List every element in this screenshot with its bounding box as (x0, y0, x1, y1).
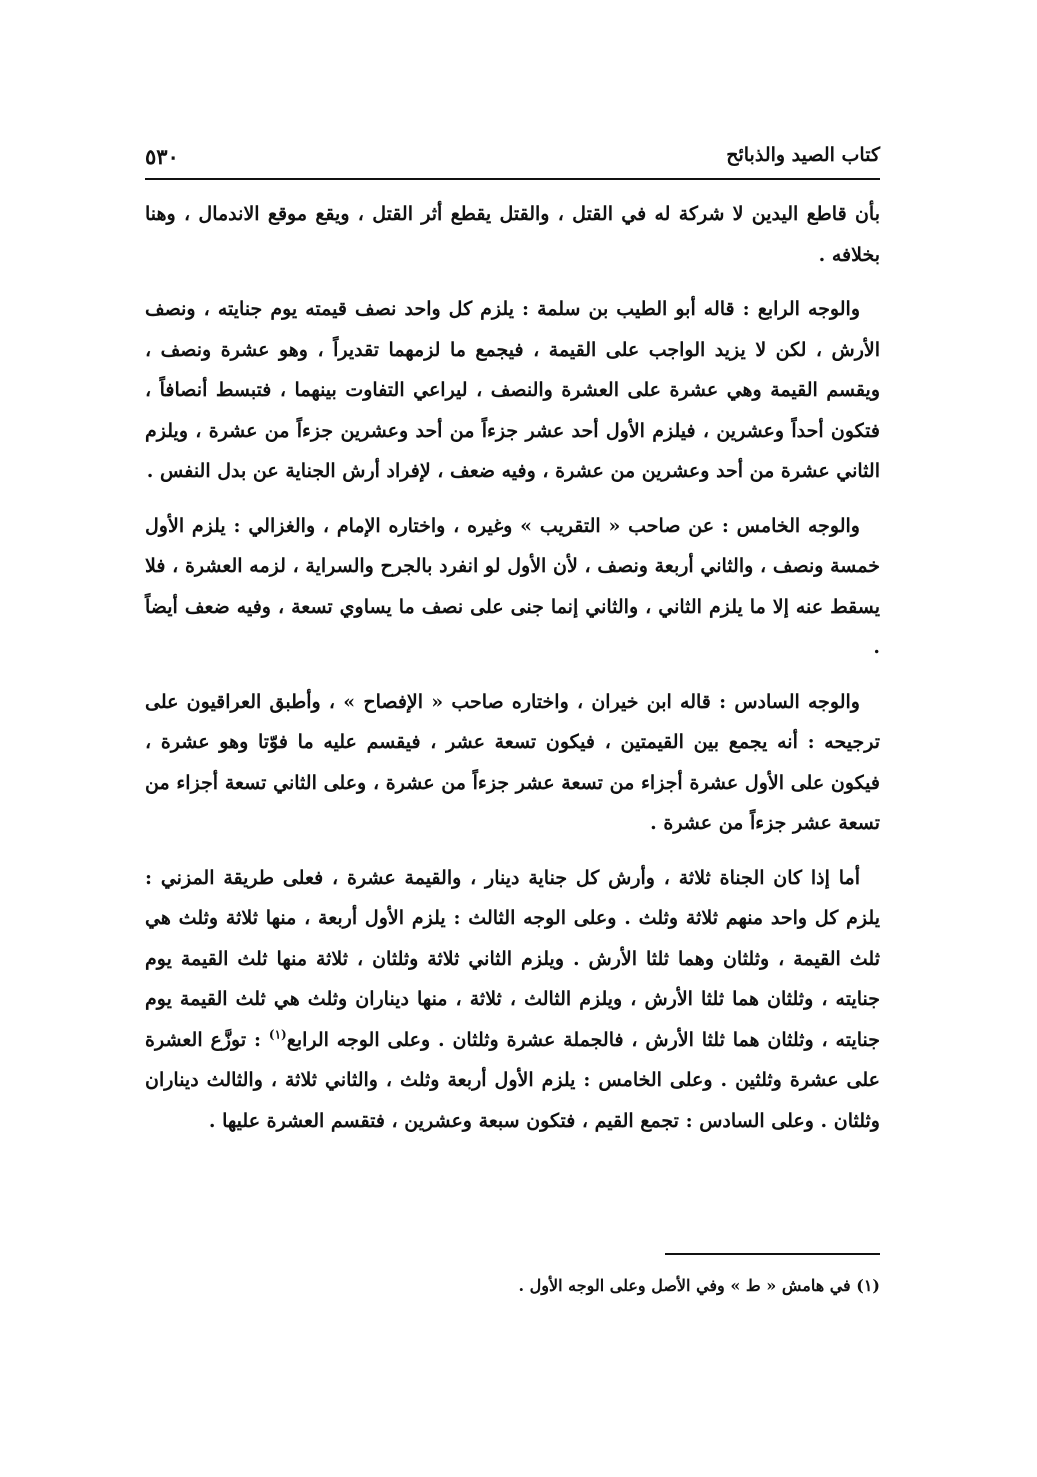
paragraph-3 (145, 506, 880, 668)
main-text (145, 194, 880, 1141)
paragraph-4 (145, 682, 880, 844)
paragraph-5-text-a: أما إذا كان الجناة ثلاثة ، وأرش كل جناية دينار ، والقيمة عشرة ، فعلى طريقة المزني : يلزم كل واحد منهم ثلاثة وثلث . وعلى الوجه الثالث : يلزم الأول أربعة ، منها ثلاثة وثلث هي ثلث القيمة ، وثلثان وهما ثلثا الأرش . ويلزم الثاني ثلاثة وثلثان ، ثلاثة منها ثلث القيمة يوم جنايته ، وثلثان هما ثلثا الأرش ، ويلزم الثالث ، ثلاثة ، منها ديناران وثلث هي ثلث القيمة يوم جنايته ، وثلثان هما ثلثا الأرش ، فالجملة عشرة وثلثان . وعلى الوجه الرابع (145, 866, 880, 1051)
paragraph-5 (145, 858, 880, 1142)
running-title: كتاب الصيد والذبائح (726, 144, 880, 166)
footnote: (١) في هامش « ط » وفي الأصل وعلى الوجه الأول . (518, 1276, 880, 1295)
page-header (145, 140, 880, 180)
paragraph-2-lead: والوجه الرابع (757, 298, 860, 320)
paragraph-1-text: بأن قاطع اليدين لا شركة له في القتل ، والقتل يقطع أثر القتل ، ويقع موقع الاندمال ، وهنا بخلافه . (145, 203, 880, 266)
paragraph-2-text: : قاله أبو الطيب بن سلمة : يلزم كل واحد نصف قيمته يوم جنايته ، ونصف الأرش ، لكن لا يزيد الواجب على القيمة ، فيجمع ما لزمهما تقديراً ، وهو عشرة ونصف ، ويقسم القيمة وهي عشرة على العشرة والنصف ، ليراعي التفاوت بينهما ، فتبسط أنصافاً ، فتكون أحداً وعشرين ، فيلزم الأول أحد عشر جزءاً من أحد وعشرين جزءاً من عشرة ، ويلزم الثاني عشرة من أحد وعشرين من عشرة ، وفيه ضعف ، لإفراد أرش الجناية عن بدل النفس . (145, 298, 880, 482)
paragraph-3-text: : عن صاحب « التقريب » وغيره ، واختاره الإمام ، والغزالي : يلزم الأول خمسة ونصف ، والثاني أربعة ونصف ، لأن الأول لو انفرد بالجرح والسراية ، لزمه العشرة ، فلا يسقط عنه إلا ما يلزم الثاني ، والثاني إنما جنى على نصف ما يساوي تسعة ، وفيه ضعف أيضاً . (145, 514, 880, 658)
paragraph-4-lead: والوجه السادس (734, 690, 860, 713)
paragraph-5-text-b: : توزَّع العشرة على عشرة وثلثين . وعلى الخامس : يلزم الأول أربعة وثلث ، والثاني ثلاثة ، والثالث ديناران وثلثان . وعلى السادس : تجمع القيم ، فتكون سبعة وعشرين ، فتقسم العشرة عليها . (145, 1028, 880, 1132)
footnote-divider (665, 1253, 880, 1255)
paragraph-3-lead: والوجه الخامس (736, 514, 860, 537)
paragraph-4-text: : قاله ابن خيران ، واختاره صاحب « الإفصاح » ، وأطبق العراقيون على ترجيحه : أنه يجمع بين القيمتين ، فيكون تسعة عشر ، فيقسم عليه ما فوّتا وهو عشرة ، فيكون على الأول عشرة أجزاء من تسعة عشر جزءاً من عشرة ، وعلى الثاني تسعة أجزاء من تسعة عشر جزءاً من عشرة . (145, 690, 880, 834)
page-number: ٥٣٠ (145, 144, 179, 169)
footnote-reference[interactable]: (١) (268, 1027, 287, 1042)
paragraph-2 (145, 289, 880, 492)
paragraph-1 (145, 194, 880, 275)
book-page (145, 140, 880, 1340)
